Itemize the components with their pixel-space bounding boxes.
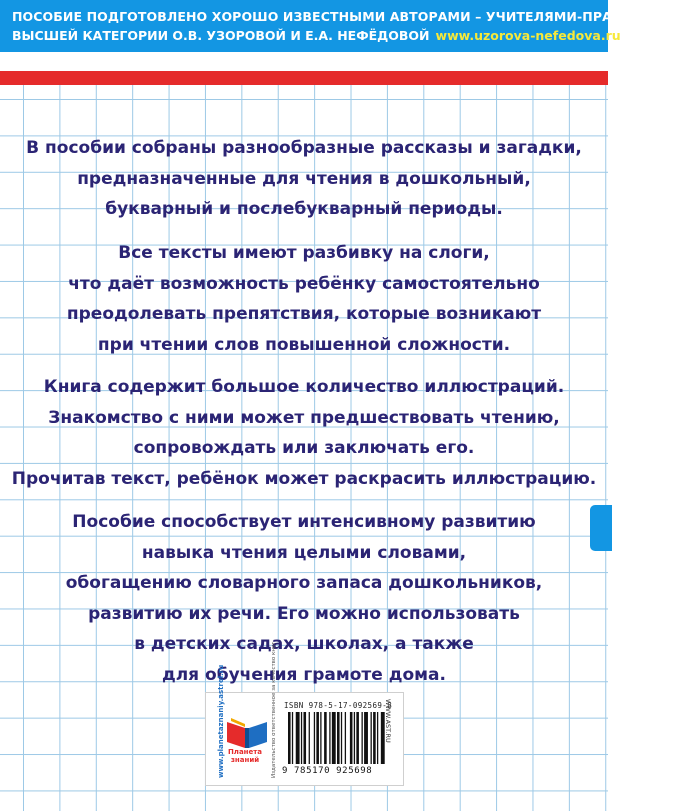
barcode-bar [364,712,368,764]
header-banner [0,0,685,52]
text-line: Все тексты имеют разбивку на слоги, [118,243,490,263]
barcode-bar [341,712,342,764]
header-line-1: ПОСОБИЕ ПОДГОТОВЛЕНО ХОРОШО ИЗВЕСТНЫМИ АВТОРАМИ – УЧИТЕЛЯМИ-ПРАКТИКАМИ [12,9,685,24]
text-line: в детских садах, школах, а также [134,634,474,654]
planeta-znaniy-logo [209,641,277,778]
barcode-bar [296,712,300,764]
barcode-bar [324,712,327,764]
barcode-bar [309,712,310,764]
barcode-bar [337,712,340,764]
text-line: Прочитав текст, ребёнок может раскрасить иллюстрацию. [11,468,597,489]
barcode-bar [320,712,321,764]
text-line: что даёт возможность ребёнку самостоятельно [68,273,540,294]
text-line: развитию их речи. Его можно использовать [88,603,520,624]
text-line: Пособие способствует интенсивному развитию [72,512,536,532]
logo-name: Планета знаний [227,748,263,764]
barcode-number: 9 785170 925698 [282,766,373,776]
barcode-bar [316,712,319,764]
text-line: букварный и послебукварный периоды. [105,199,503,219]
barcode-bar [373,712,376,764]
paragraph-2 [0,238,608,360]
logo-site-text: www.planetaznaniy.astrel.ru [217,664,225,778]
paragraph-1 [0,133,608,225]
text-line: Знакомство с ними может предшествовать чтению, [48,407,560,428]
barcode-bar [288,712,291,764]
author-website-link[interactable]: www.uzorova-nefedova.ru [435,28,621,43]
barcode-bar [292,712,293,764]
text-line: В пособии собраны разнообразные рассказы и загадки, [26,138,582,158]
barcode-bar [350,712,353,764]
text-line: Книга содержит большое количество иллюстраций. [43,377,565,397]
barcode-bar [354,712,355,764]
header-authors: ВЫСШЕЙ КАТЕГОРИИ О.В. УЗОРОВОЙ И Е.А. НЕФЁДОВОЙ [12,28,430,43]
text-line: обогащению словарного запаса дошкольников, [65,573,543,593]
barcode-bar [314,712,315,764]
paragraph-3 [0,372,608,494]
text-line: предназначенные для чтения в дошкольный, [77,168,531,189]
barcode-bar [301,712,302,764]
book-icon [223,712,271,752]
text-line: сопровождать или заключать его. [133,438,475,458]
barcode-bar [345,712,346,764]
publisher-url: WWW.AST.RU [384,699,392,743]
header-line-2 [12,28,621,43]
red-divider-bar [0,71,608,85]
isbn-text: ISBN 978-5-17-092569-8 [284,701,393,710]
text-line: навыка чтения целыми словами, [141,542,467,563]
logo-subtitle: Издательство ответственное за качество книг [271,641,277,778]
text-line: при чтении слов повышенной сложности. [97,334,511,355]
paragraph-4 [0,507,608,690]
barcode-bar [362,712,363,764]
barcode-bar [377,712,378,764]
text-line: для обучения грамоте дома. [162,664,446,685]
barcode-bar [303,712,306,764]
text-line: преодолевать препятствия, которые возникают [66,304,542,324]
barcode [288,712,386,764]
barcode-bar [356,712,359,764]
barcode-bar [329,712,330,764]
barcode-bar [371,712,372,764]
barcode-bar [332,712,336,764]
